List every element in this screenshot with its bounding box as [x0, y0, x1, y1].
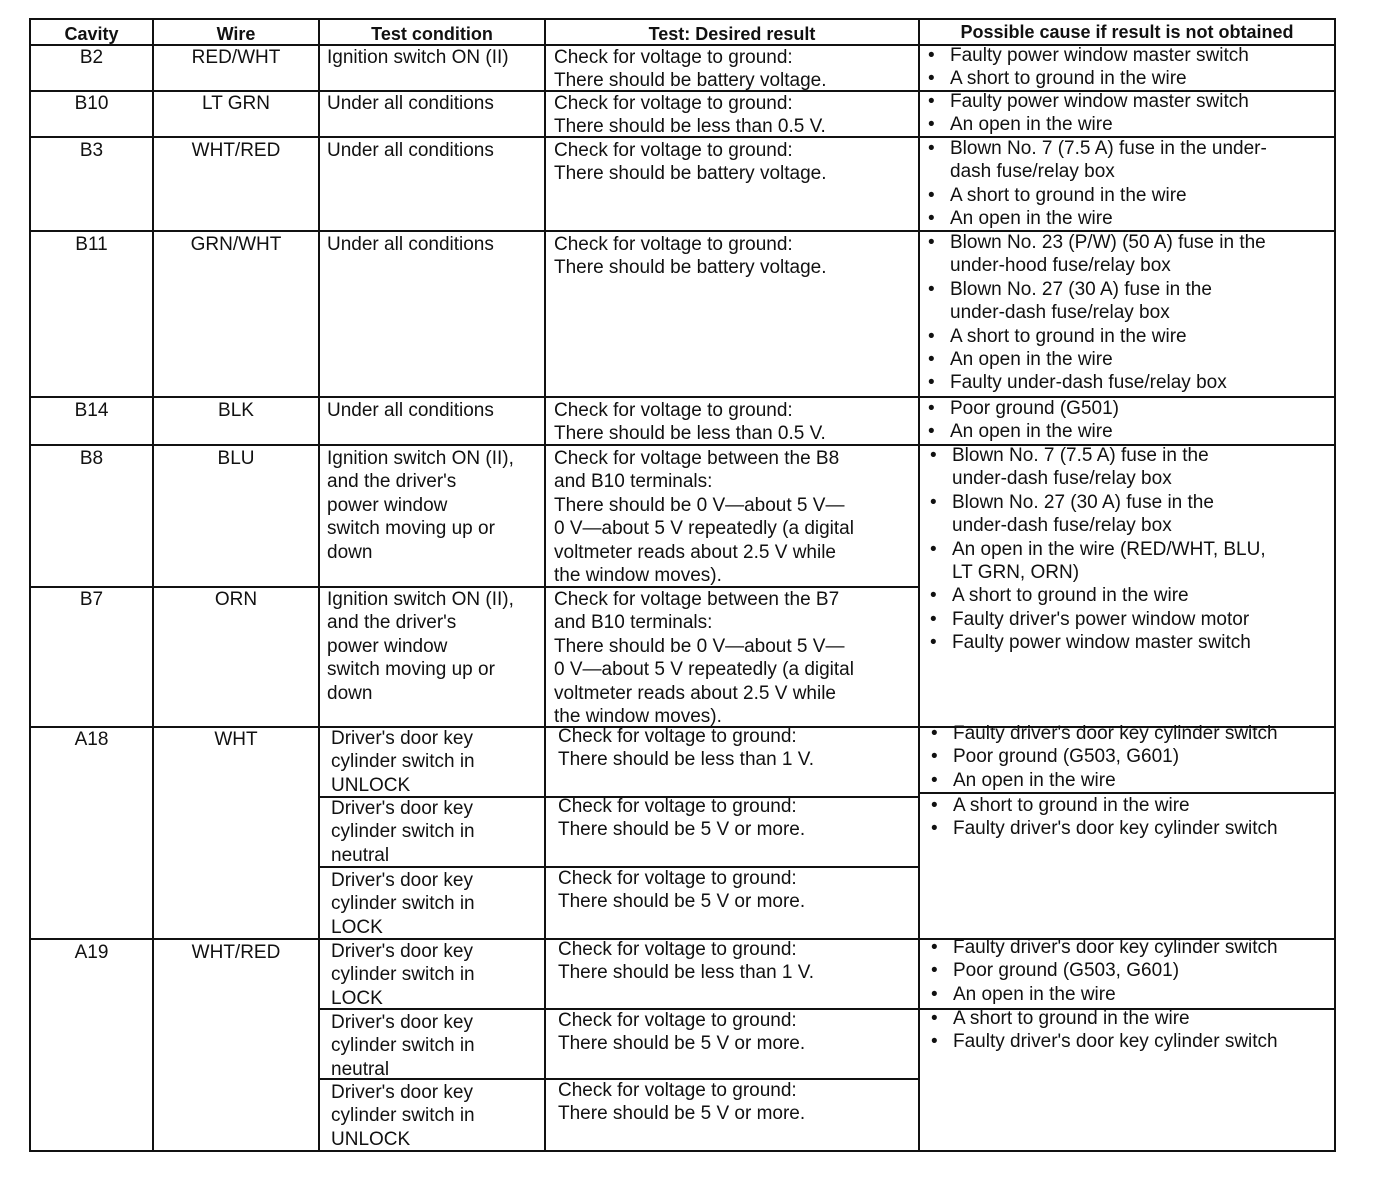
cause-text: An open in the wire (RED/WHT, BLU,: [952, 538, 1266, 560]
bullet-icon: •: [928, 184, 935, 206]
condition-cell: down: [327, 541, 373, 563]
condition-cell: and the driver's: [327, 612, 457, 634]
cavity-cell: A18: [74, 729, 109, 750]
bullet-icon: •: [931, 1031, 938, 1053]
cause-text: Poor ground (G503, G601): [953, 746, 1180, 768]
bullet-icon: •: [928, 232, 935, 253]
wire-cell: ORN: [214, 589, 258, 610]
bullet-icon: •: [930, 585, 937, 607]
result-cell: Check for voltage to ground:: [554, 140, 793, 161]
condition-cell: power window: [327, 494, 448, 516]
cause-text: under-dash fuse/relay box: [950, 302, 1170, 324]
condition-cell: switch moving up or: [327, 518, 495, 540]
cause-item: [928, 231, 1266, 254]
cause-item: [930, 608, 1250, 631]
cause-item: [931, 1030, 1278, 1053]
cause-text: A short to ground in the wire: [953, 795, 1190, 816]
condition-cell: UNLOCK: [331, 774, 411, 796]
condition-cell: cylinder switch in: [331, 964, 475, 986]
result-cell: There should be 5 V or more.: [558, 891, 806, 913]
result-cell: 0 V—about 5 V repeatedly (a digital: [554, 659, 854, 681]
cause-text: An open in the wire: [950, 349, 1113, 370]
bullet-icon: •: [928, 421, 935, 443]
cause-item: [928, 90, 1249, 113]
bullet-icon: •: [928, 91, 935, 112]
result-cell: voltmeter reads about 2.5 V while: [554, 682, 836, 704]
wire-cell: WHT/RED: [191, 140, 281, 161]
cause-item: [928, 278, 1212, 301]
cause-item: [930, 491, 1214, 514]
cause-text: Faulty power window master switch: [950, 91, 1249, 112]
cause-text: An open in the wire: [950, 114, 1113, 136]
result-cell: Check for voltage to ground:: [558, 796, 797, 817]
cause-item: [928, 420, 1113, 443]
result-cell: Check for voltage to ground:: [558, 868, 797, 889]
cause-text: Poor ground (G501): [950, 398, 1119, 419]
condition-cell: Driver's door key: [331, 728, 473, 749]
bullet-icon: •: [930, 608, 937, 630]
cause-item: [950, 301, 1170, 324]
condition-cell: cylinder switch in: [331, 821, 475, 843]
cause-item: [930, 444, 1209, 467]
result-cell: the window moves).: [554, 706, 722, 727]
wire-cell: LT GRN: [202, 93, 270, 114]
cause-item: [931, 936, 1278, 959]
cavity-cell: B2: [79, 47, 104, 68]
bullet-icon: •: [928, 349, 935, 370]
condition-cell: Ignition switch ON (II),: [327, 448, 514, 469]
cause-text: A short to ground in the wire: [952, 585, 1189, 607]
cause-text: A short to ground in the wire: [950, 68, 1187, 90]
cause-text: A short to ground in the wire: [950, 325, 1187, 347]
cause-text: A short to ground in the wire: [953, 1008, 1190, 1029]
condition-cell: power window: [327, 635, 448, 657]
condition-cell: Ignition switch ON (II),: [327, 589, 514, 610]
condition-cell: Under all conditions: [327, 93, 494, 114]
result-cell: Check for voltage between the B8: [554, 448, 840, 469]
bullet-icon: •: [928, 278, 935, 300]
result-cell: and B10 terminals:: [554, 612, 713, 634]
condition-cell: down: [327, 682, 373, 704]
condition-cell: Driver's door key: [331, 941, 473, 962]
header-possible-cause: Possible cause if result is not obtained: [960, 22, 1294, 42]
cause-item: [931, 983, 1116, 1006]
bullet-icon: •: [928, 398, 935, 419]
result-cell: Check for voltage to ground:: [554, 234, 793, 255]
condition-cell: cylinder switch in: [331, 1035, 475, 1057]
result-cell: There should be 0 V—about 5 V—: [554, 494, 845, 516]
cause-text: An open in the wire: [953, 769, 1116, 791]
condition-cell: Driver's door key: [331, 1082, 473, 1103]
bullet-icon: •: [931, 937, 938, 958]
cause-item: [930, 631, 1251, 654]
cause-text: dash fuse/relay box: [950, 161, 1115, 183]
result-cell: Check for voltage to ground:: [554, 47, 793, 68]
cause-text: Faulty driver's door key cylinder switch: [953, 1031, 1278, 1053]
cause-item: [928, 113, 1113, 136]
condition-cell: switch moving up or: [327, 659, 495, 681]
cause-item: [928, 207, 1113, 230]
bullet-icon: •: [928, 325, 935, 347]
wire-cell: RED/WHT: [191, 47, 281, 68]
header-cavity: Cavity: [64, 24, 119, 44]
bullet-icon: •: [928, 208, 935, 230]
header-wire: Wire: [216, 24, 256, 44]
condition-cell: Under all conditions: [327, 140, 494, 161]
result-cell: There should be 0 V—about 5 V—: [554, 635, 845, 657]
result-cell: There should be battery voltage.: [554, 70, 827, 92]
cause-text: Blown No. 27 (30 A) fuse in the: [950, 278, 1212, 300]
condition-cell: Under all conditions: [327, 234, 494, 255]
condition-cell: neutral: [331, 844, 390, 866]
cause-text: Faulty driver's door key cylinder switch: [953, 818, 1278, 840]
result-cell: Check for voltage to ground:: [558, 939, 797, 960]
bullet-icon: •: [931, 960, 938, 982]
result-cell: There should be less than 1 V.: [558, 749, 814, 771]
table-border-top: [29, 18, 1336, 20]
bullet-icon: •: [928, 68, 935, 90]
result-cell: and B10 terminals:: [554, 471, 713, 493]
result-cell: There should be less than 1 V.: [558, 962, 814, 984]
result-cell: Check for voltage to ground:: [558, 1080, 797, 1101]
cause-text: Faulty under-dash fuse/relay box: [950, 372, 1227, 394]
bullet-icon: •: [928, 45, 935, 66]
cause-item: [931, 769, 1116, 792]
condition-cell: cylinder switch in: [331, 893, 475, 915]
result-cell: Check for voltage to ground:: [558, 1010, 797, 1031]
condition-cell: Driver's door key: [331, 870, 473, 891]
cavity-cell: B3: [79, 140, 104, 161]
bullet-icon: •: [931, 795, 938, 816]
cause-text: Faulty power window master switch: [950, 45, 1249, 66]
result-cell: Check for voltage to ground:: [558, 726, 797, 747]
bullet-icon: •: [931, 1008, 938, 1029]
condition-cell: LOCK: [331, 987, 383, 1009]
condition-cell: LOCK: [331, 916, 383, 938]
cause-item: [931, 745, 1180, 768]
cause-text: A short to ground in the wire: [950, 184, 1187, 206]
condition-cell: UNLOCK: [331, 1128, 411, 1150]
row-divider: [29, 396, 1336, 398]
cause-item: [928, 348, 1113, 371]
cause-text: An open in the wire: [950, 421, 1113, 443]
condition-cell: Driver's door key: [331, 798, 473, 819]
bullet-icon: •: [931, 769, 938, 791]
cause-item: [930, 584, 1189, 607]
cause-text: Faulty driver's power window motor: [952, 608, 1250, 630]
cause-item: [928, 371, 1227, 394]
table-border-bottom: [29, 1150, 1336, 1152]
result-cell: There should be 5 V or more.: [558, 1033, 806, 1055]
cause-text: Faulty power window master switch: [952, 632, 1251, 654]
wire-cell: GRN/WHT: [190, 234, 282, 255]
cause-item: [931, 959, 1180, 982]
cavity-cell: B7: [79, 589, 104, 610]
cavity-cell: B8: [79, 448, 104, 469]
result-cell: voltmeter reads about 2.5 V while: [554, 541, 836, 563]
bullet-icon: •: [930, 445, 937, 466]
cause-text: under-hood fuse/relay box: [950, 255, 1171, 277]
result-cell: There should be less than 0.5 V.: [554, 116, 826, 138]
condition-cell: Under all conditions: [327, 400, 494, 421]
cause-text: Blown No. 23 (P/W) (50 A) fuse in the: [950, 232, 1266, 253]
condition-cell: and the driver's: [327, 471, 457, 493]
condition-cell: Driver's door key: [331, 1012, 473, 1033]
cause-item: [931, 1007, 1190, 1030]
result-cell: the window moves).: [554, 565, 722, 586]
cause-text: Faulty driver's door key cylinder switch: [953, 723, 1278, 744]
bullet-icon: •: [928, 114, 935, 136]
result-cell: There should be battery voltage.: [554, 163, 827, 185]
wire-cell: WHT/RED: [191, 942, 281, 963]
cause-text: Blown No. 27 (30 A) fuse in the: [952, 491, 1214, 513]
wire-cell: WHT: [214, 729, 258, 750]
cause-item: [931, 794, 1190, 817]
bullet-icon: •: [930, 491, 937, 513]
bullet-icon: •: [931, 983, 938, 1005]
result-cell: Check for voltage between the B7: [554, 589, 840, 610]
bullet-icon: •: [928, 138, 935, 159]
bullet-icon: •: [931, 723, 938, 744]
result-cell: 0 V—about 5 V repeatedly (a digital: [554, 518, 854, 540]
condition-cell: Ignition switch ON (II): [327, 47, 509, 68]
cavity-cell: B14: [74, 400, 109, 421]
cause-item: [928, 137, 1267, 160]
cause-item: [931, 722, 1278, 745]
cause-item: [928, 67, 1187, 90]
bullet-icon: •: [931, 746, 938, 768]
cause-item: [950, 254, 1171, 277]
cause-text: LT GRN, ORN): [952, 562, 1080, 583]
cause-item: [928, 325, 1187, 348]
cause-item: [952, 514, 1172, 537]
cause-text: under-dash fuse/relay box: [952, 515, 1172, 537]
wire-cell: BLU: [217, 448, 255, 469]
cause-item: [928, 397, 1119, 420]
cause-item: [930, 538, 1266, 561]
cause-item: [928, 184, 1187, 207]
result-cell: There should be less than 0.5 V.: [554, 423, 826, 445]
cavity-cell: B11: [75, 234, 108, 255]
bullet-icon: •: [928, 372, 935, 394]
bullet-icon: •: [931, 818, 938, 840]
cause-item: [952, 561, 1079, 584]
condition-cell: cylinder switch in: [331, 751, 475, 773]
condition-cell: neutral: [331, 1058, 390, 1080]
condition-cell: cylinder switch in: [331, 1105, 475, 1127]
cause-item: [931, 817, 1278, 840]
bullet-icon: •: [930, 632, 937, 654]
header-desired-result: Test: Desired result: [648, 24, 816, 44]
cause-text: Blown No. 7 (7.5 A) fuse in the: [952, 445, 1209, 466]
cavity-cell: A19: [74, 942, 109, 963]
cause-text: under-dash fuse/relay box: [952, 468, 1172, 490]
result-cell: There should be 5 V or more.: [558, 1103, 806, 1125]
cavity-cell: B10: [74, 93, 109, 114]
cause-text: Faulty driver's door key cylinder switch: [953, 937, 1278, 958]
header-test-condition: Test condition: [371, 24, 493, 44]
result-cell: There should be 5 V or more.: [558, 819, 806, 841]
cause-item: [950, 160, 1115, 183]
cause-item: [952, 467, 1172, 490]
result-cell: Check for voltage to ground:: [554, 93, 793, 114]
cause-item: [928, 44, 1249, 67]
table-border-right: [1334, 18, 1336, 1152]
result-cell: There should be battery voltage.: [554, 257, 827, 279]
cause-text: An open in the wire: [953, 983, 1116, 1005]
cause-text: An open in the wire: [950, 208, 1113, 230]
cause-text: Blown No. 7 (7.5 A) fuse in the under-: [950, 138, 1267, 159]
bullet-icon: •: [930, 538, 937, 560]
wire-cell: BLK: [218, 400, 254, 421]
cause-text: Poor ground (G503, G601): [953, 960, 1180, 982]
result-cell: Check for voltage to ground:: [554, 400, 793, 421]
